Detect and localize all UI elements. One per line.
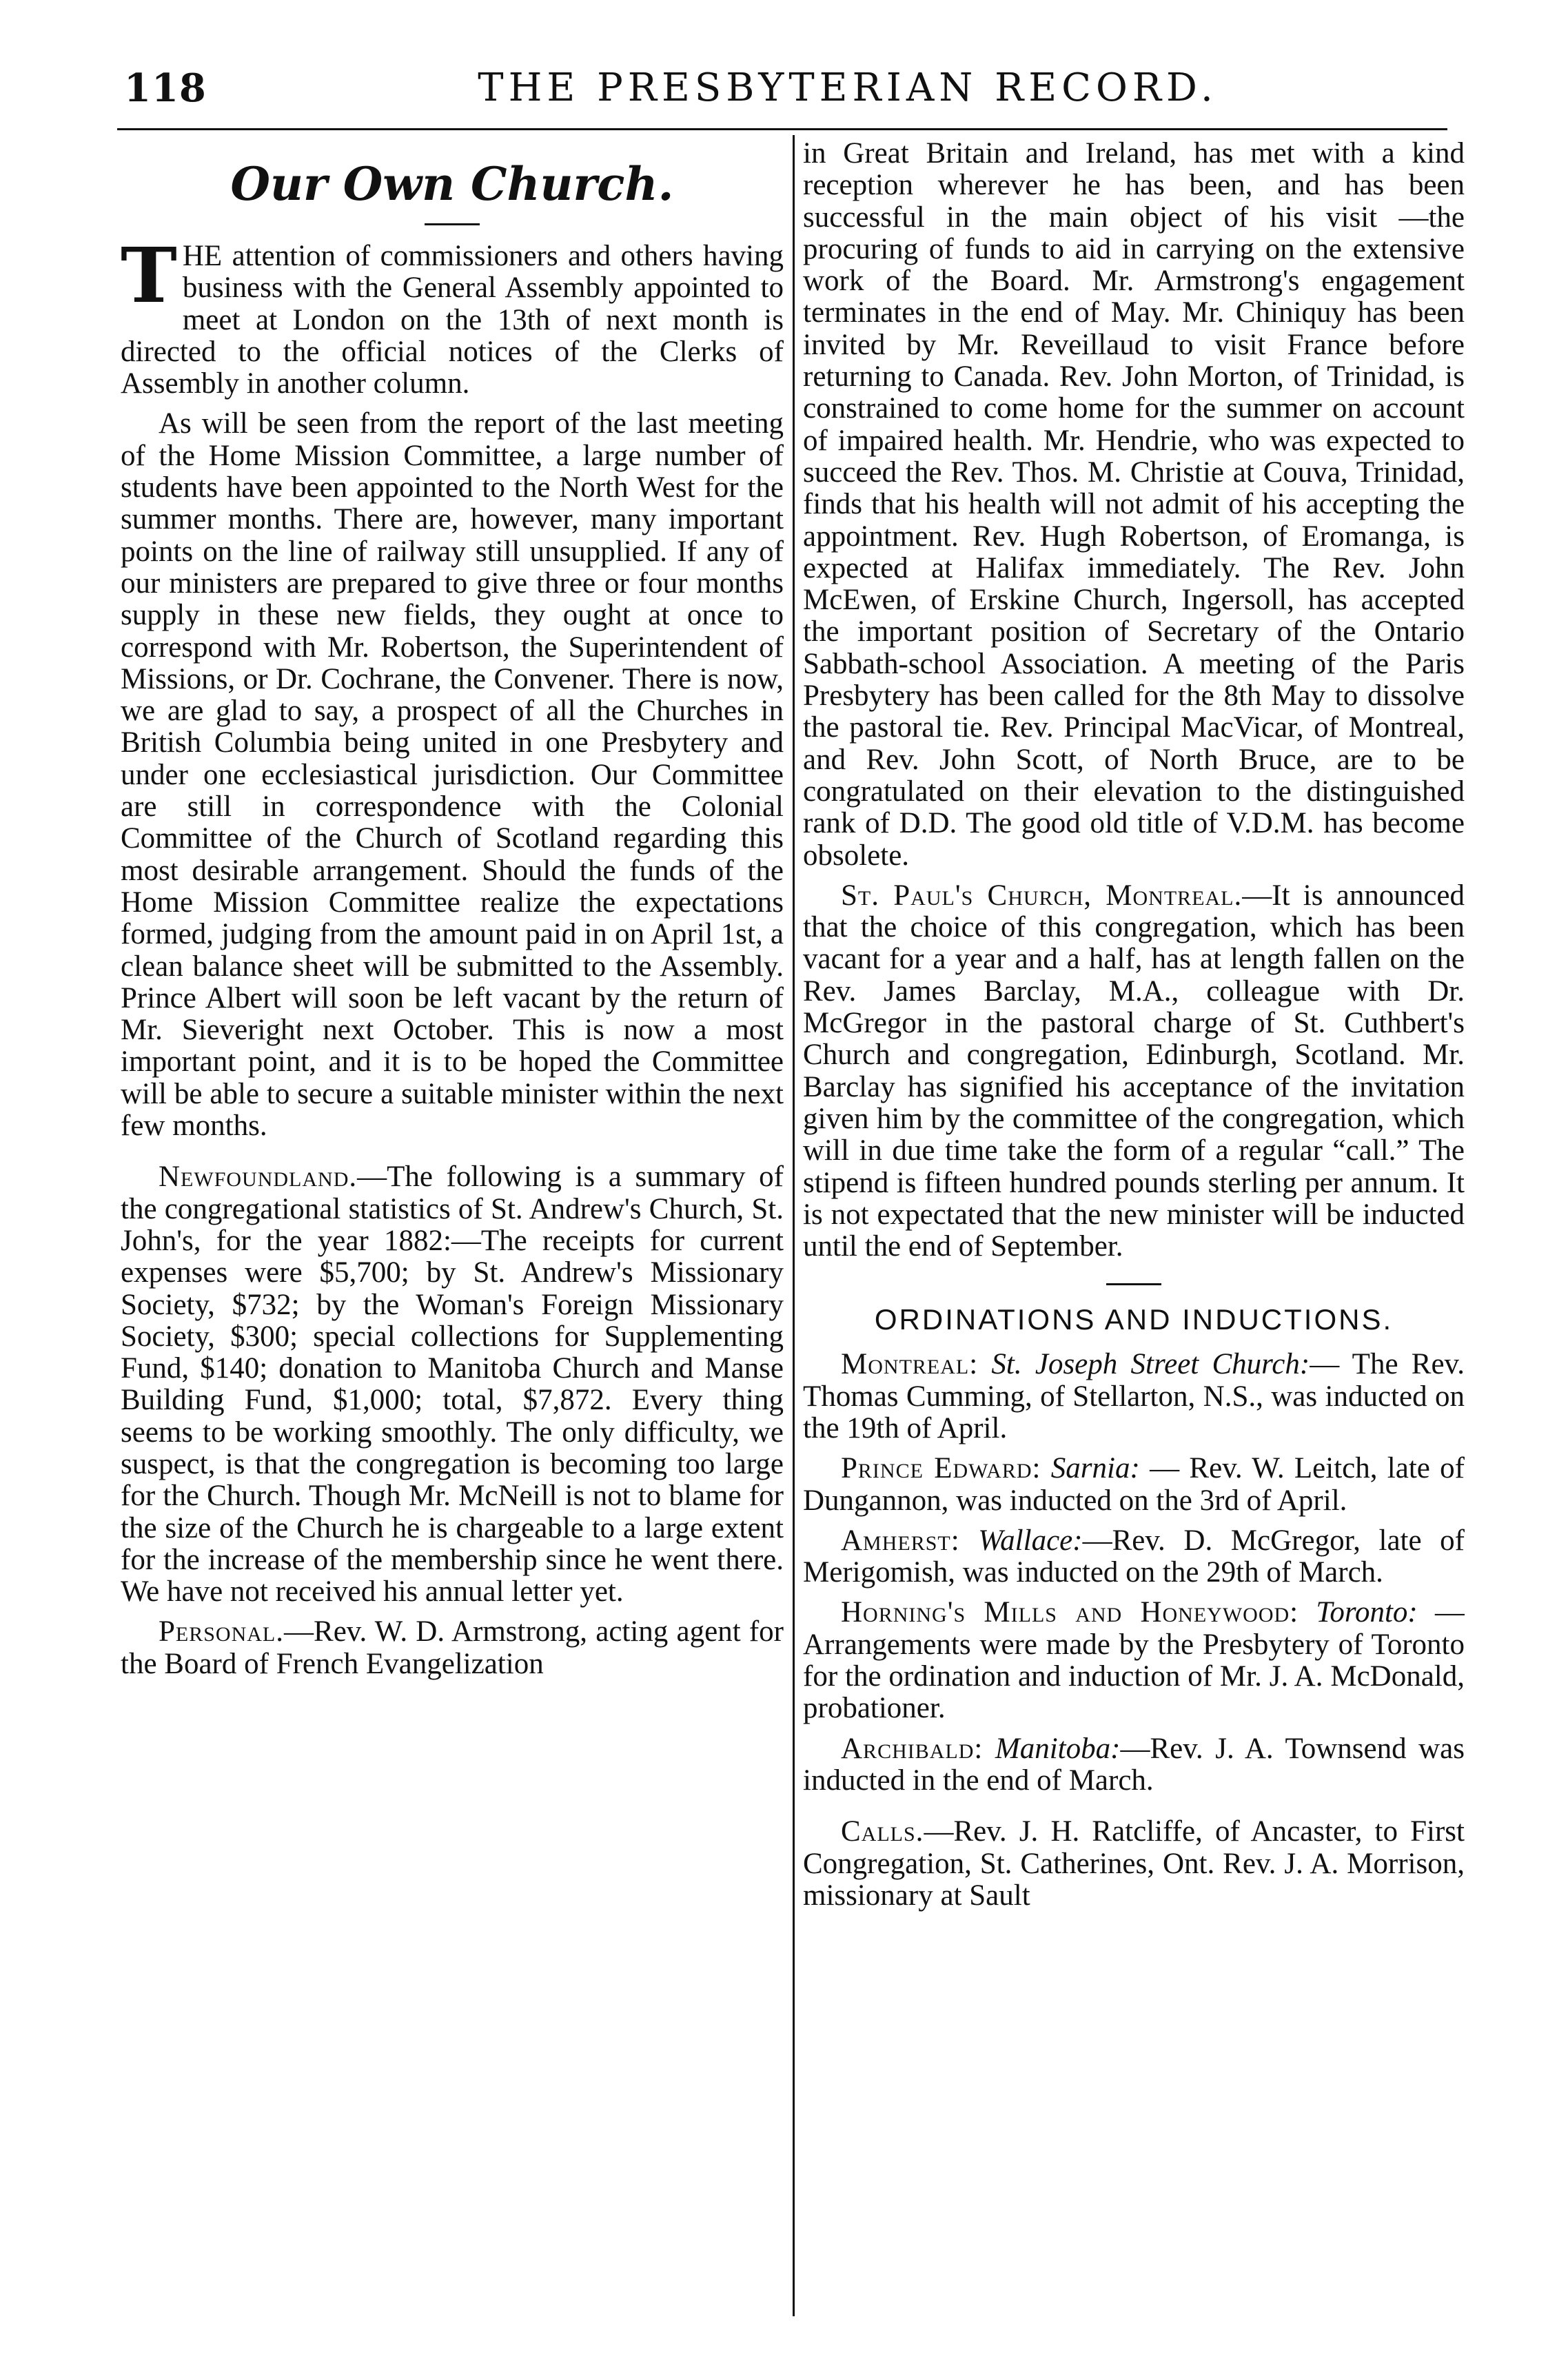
paragraph-gap [803,1797,1465,1816]
home-mission-paragraph: As will be seen from the report of the last meeting of the Home Mission Committee, a large number of students have been appointed to the North West for the summer months. There are, however, many important points on the line of railway still unsupplied. If any of our ministers are prepared to give three or four months supply in these new fields, they ought at once to correspond with Mr. Robertson, the Superintendent of Missions, or Dr. Cochrane, the Convener. There is now, we are glad to say, a prospect of all the Churches in British Columbia being united in one Presbytery and under one ecclesiastical jurisdiction. Our Committee are still in correspondence with the Colonial Committee of the Church of Scotland regarding this most desirable arrangement. Should the funds of the Home Mission Committee realize the expectations formed, judging from the amount paid in on April 1st, a clean balance sheet will be submitted to the Assembly. Prince Albert will soon be left vacant by the return of Mr. Sieveright next October. This is now a most important point, and it is to be hoped the Committee will be able to secure a suitable minister within the next few months. [121,407,784,1143]
journal-title: THE PRESBYTERIAN RECORD. [478,65,1218,110]
st-pauls-text: —It is announced that the choice of this congregation, which has been vacant for a year and a half, has at length fallen on the Rev. James Barclay, M.A., colleague with Dr. McGregor in the pastoral charge of St. Cuthbert's Church and congregation, Edinburgh, Scotland. Mr. Barclay has signified his acceptance of the invitation given him by the committee of the congregation, which will in due time take the form of a regular “call.” The stipend is fifteen hundred pounds sterling per annum. It is not expectated that the new minister will be inducted until the end of September. [803,879,1465,1263]
ordination-place: Horning's Mills and Honeywood: [841,1596,1299,1629]
ordination-church: Sarnia: [1050,1452,1140,1485]
ordination-place: Amherst: [841,1524,960,1557]
ordination-montreal [803,1349,1465,1444]
ordination-church: Wallace: [978,1524,1083,1557]
ordination-text: — The Rev. Thomas Cumming, of Stellarton, N.S., was inducted on the 19th of April. [803,1348,1465,1444]
title-rule [425,223,480,225]
ordinations-rule [1106,1283,1161,1285]
calls-text: —Rev. J. H. Ratcliffe, of Ancaster, to First Congregation, St. Catherines, Ont. Rev. J. A. Morrison, missionary at Sault [803,1815,1465,1912]
paragraph-gap [121,1142,784,1161]
right-column [803,138,1465,2316]
ordination-hornings-mills [803,1597,1465,1724]
personal-heading: Personal. [159,1615,285,1648]
ordination-place: Prince Edward: [841,1452,1041,1485]
calls-heading: Calls. [841,1815,924,1848]
left-column [121,138,784,2316]
personal-continuation: in Great Britain and Ireland, has met with a kind reception wherever he has been, and has been successful in the main object of his visit —the procuring of funds to aid in carrying on the extensive work of the Board. Mr. Armstrong's engagement terminates in the end of May. Mr. Chiniquy has been invited by Mr. Reveillaud to visit France before returning to Canada. Rev. John Morton, of Trinidad, is constrained to come home for the summer on account of impaired health. Mr. Hendrie, who was expected to succeed the Rev. Thos. M. Christie at Couva, Trinidad, finds that his health will not admit of his accepting the appointment. Rev. Hugh Robertson, of Eromanga, is expected at Halifax immediately. The Rev. John McEwen, of Erskine Church, Ingersoll, has accepted the important position of Secretary of the Ontario Sabbath-school Association. A meeting of the Paris Presbytery has been called for the 8th May to dissolve the pastoral tie. Rev. Principal MacVicar, of Montreal, and Rev. John Scott, of North Bruce, are to be congratulated on their elevation to the distinguished rank of D.D. The good old title of V.D.M. has become obsolete. [803,138,1465,872]
ordination-church: Toronto: [1316,1596,1418,1629]
page-header [124,65,1444,121]
ordination-church: St. Joseph Street Church: [991,1348,1310,1381]
ordination-place: Montreal: [841,1348,979,1381]
ordination-amherst [803,1525,1465,1589]
section-title: Our Own Church. [230,157,674,211]
ordination-archibald [803,1733,1465,1797]
header-rule [117,128,1447,130]
drop-cap: T [121,231,177,320]
st-pauls-heading: St. Paul's Church, Montreal. [841,879,1243,912]
page-number: 118 [124,65,207,111]
st-pauls-paragraph [803,880,1465,1263]
calls-paragraph [803,1816,1465,1912]
ordination-church: Manitoba: [995,1732,1121,1765]
ordination-text: — Arrangements were made by the Presbytery of Toronto for the ordination and induction of Mr. J. A. McDonald, probationer. [803,1596,1465,1725]
column-divider [793,135,795,2316]
newfoundland-text: —The following is a summary of the congregational statistics of St. Andrew's Church, St. John's, for the year 1882:—The receipts for current expenses were $5,700; by St. Andrew's Missionary Society, $732; by the Woman's Foreign Missionary Society, $300; special collections for Supplementing Fund, $140; donation to Manitoba Church and Manse Building Fund, $1,000; total, $7,872. Every thing seems to be working smoothly. The only difficulty, we suspect, is that the congregation is becoming too large for the Church. Though Mr. McNeill is not to blame for the size of the Church he is chargeable to a large extent for the increase of the membership since he went there. We have not received his annual letter yet. [121,1161,784,1609]
ordination-text: —Rev. J. A. Townsend was inducted in the end of March. [803,1732,1465,1797]
newfoundland-paragraph [121,1161,784,1608]
intro-text: HE attention of commissioners and others having business with the General Assembly appointed to meet at London on the 13th of next month is directed to the official notices of the Clerks of Assembly in another column. [121,240,784,400]
intro-paragraph [121,231,784,400]
personal-paragraph [121,1616,784,1680]
ordination-text: — Rev. W. Leitch, late of Dungannon, was inducted on the 3rd of April. [803,1452,1465,1517]
ordination-prince-edward [803,1453,1465,1517]
personal-text: —Rev. W. D. Armstrong, acting agent for the Board of French Evangelization [121,1615,784,1680]
ordination-place: Archibald: [841,1732,984,1765]
ordinations-heading: ORDINATIONS AND INDUCTIONS. [874,1303,1394,1336]
newfoundland-heading: Newfoundland. [159,1161,358,1194]
ordination-text: —Rev. D. McGregor, late of Merigomish, was inducted on the 29th of March. [803,1524,1465,1589]
